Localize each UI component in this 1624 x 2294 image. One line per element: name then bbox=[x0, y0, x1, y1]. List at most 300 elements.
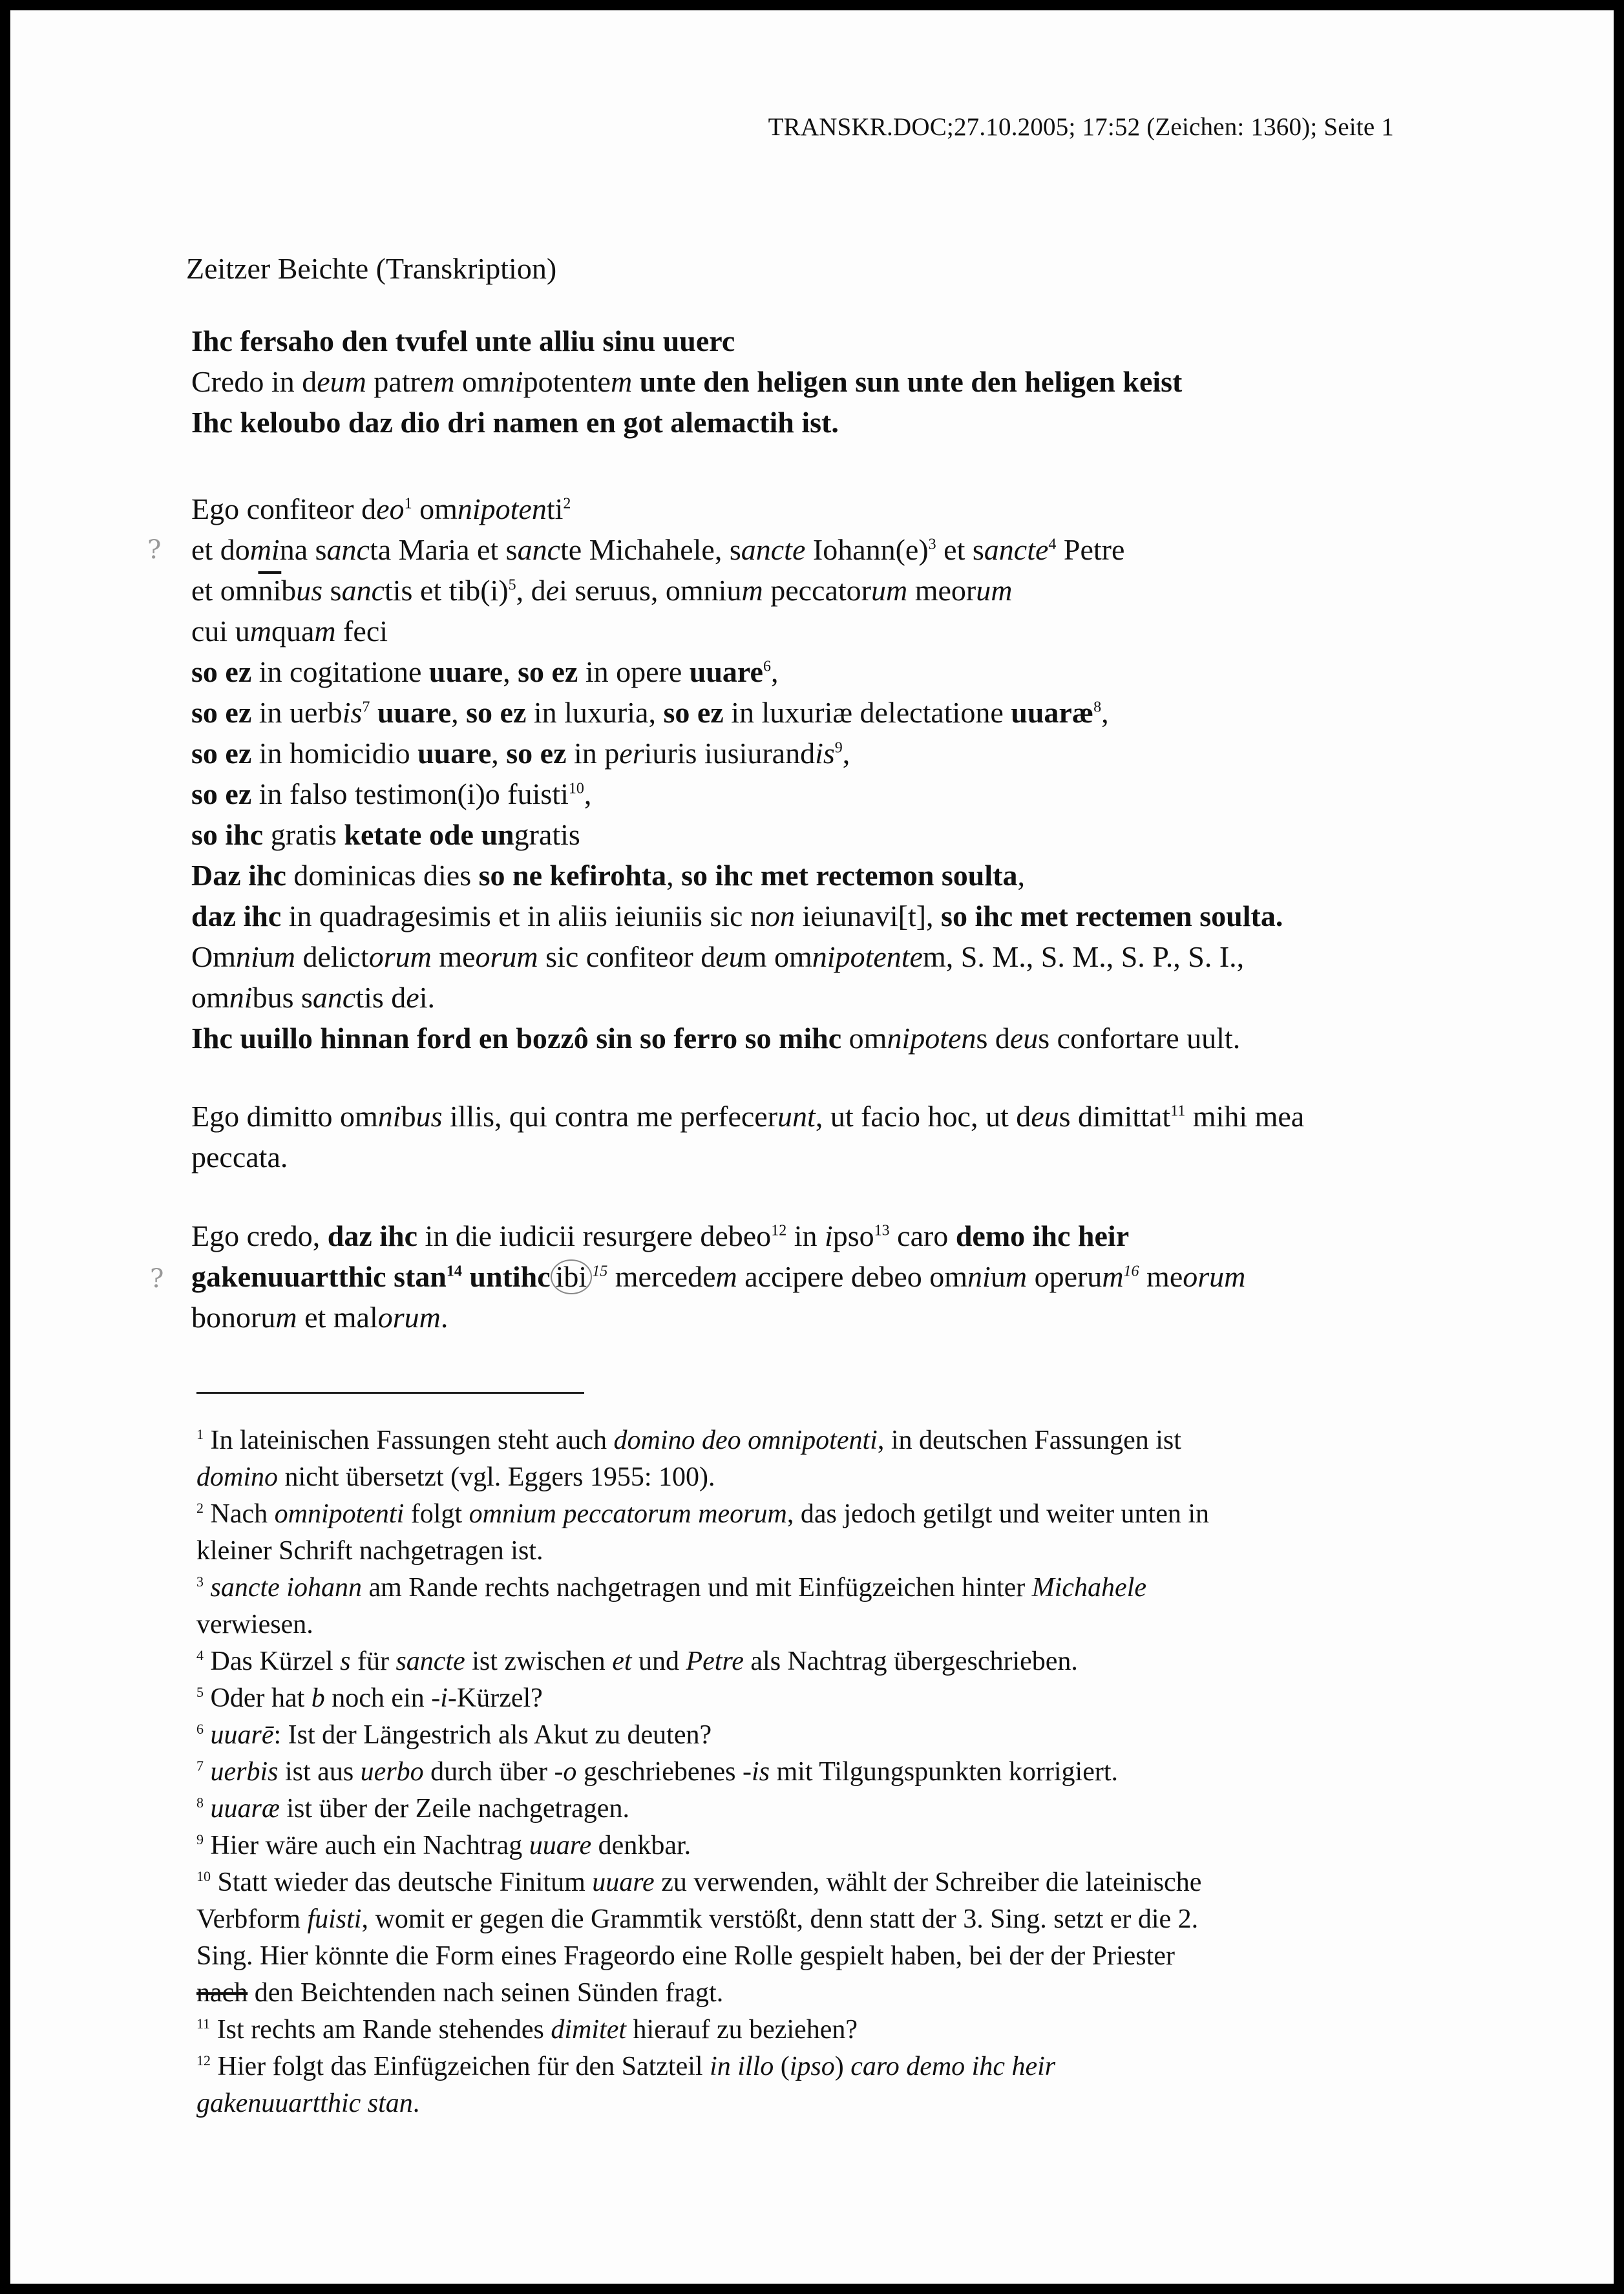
text-run: uuare bbox=[377, 696, 452, 729]
text-run: uuare bbox=[592, 1868, 655, 1897]
text-run: -o bbox=[554, 1757, 577, 1787]
text-line bbox=[191, 977, 1458, 1018]
text-run: Michahele bbox=[1031, 1573, 1146, 1603]
text-run: in luxuriæ delectatione bbox=[723, 696, 1011, 729]
text-run: so ne kefirohta bbox=[478, 859, 667, 892]
text-run: -i- bbox=[431, 1683, 457, 1713]
text-run: ibi bbox=[551, 1259, 593, 1294]
footnote-ref: 11 bbox=[1170, 1102, 1186, 1120]
text-run: tis et tib(i) bbox=[385, 574, 509, 607]
text-line bbox=[191, 361, 1458, 402]
text-run: uuare bbox=[529, 1831, 592, 1860]
text-run bbox=[204, 1794, 211, 1824]
text-run: om bbox=[454, 365, 500, 398]
text-run: me bbox=[1139, 1260, 1183, 1293]
text-run: so ihc met rectemen soulta. bbox=[941, 900, 1283, 932]
text-run: orum bbox=[475, 940, 538, 973]
text-run: is bbox=[815, 737, 835, 770]
text-run: Statt wieder das deutsche Finitum bbox=[211, 1868, 593, 1897]
text-run: so ez bbox=[663, 696, 724, 729]
footnote-ref: 3 bbox=[928, 536, 936, 553]
text-run: pso bbox=[832, 1219, 874, 1252]
footnote bbox=[196, 1717, 1424, 1754]
text-run: orum bbox=[1183, 1260, 1246, 1293]
text-run: is bbox=[342, 696, 363, 729]
footnote-line bbox=[196, 1754, 1424, 1791]
footnote bbox=[196, 1570, 1424, 1643]
text-run: qua bbox=[271, 615, 315, 647]
text-run: , das jedoch getilgt und weiter unten in bbox=[786, 1499, 1210, 1529]
text-run: in die iudicii resurgere debeo bbox=[417, 1219, 772, 1252]
text-run: ni bbox=[812, 940, 836, 973]
resurrection-paragraph bbox=[191, 1215, 1458, 1338]
text-run: m bbox=[249, 615, 271, 647]
footnote-ref: 4 bbox=[196, 1647, 204, 1663]
text-run: bus s bbox=[252, 981, 313, 1014]
text-run: Ihc uuillo hinnan ford en bozzô sin so ferro so mihc bbox=[191, 1022, 842, 1055]
text-run: Ego confiteor d bbox=[191, 492, 377, 525]
footnote-line bbox=[196, 1975, 1424, 2012]
footnote bbox=[196, 1754, 1424, 1791]
document-title: Zeitzer Beichte (Transkription) bbox=[186, 252, 557, 285]
text-run: . bbox=[440, 1301, 448, 1334]
text-run: sancte iohann bbox=[210, 1573, 362, 1603]
footnote-ref: 9 bbox=[196, 1831, 204, 1847]
text-run: operu bbox=[1027, 1260, 1102, 1293]
text-run: e bbox=[406, 981, 419, 1014]
text-run: Hier wäre auch ein Nachtrag bbox=[204, 1831, 529, 1860]
text-run: m bbox=[314, 615, 336, 647]
footnote-ref: 4 bbox=[1048, 536, 1057, 553]
text-run: ketate ode un bbox=[344, 818, 514, 851]
text-run: unte den heligen sun unte den heligen keist bbox=[639, 365, 1183, 398]
text-run: m, S. M., S. M., S. P., S. I., bbox=[922, 940, 1245, 973]
text-run: in p bbox=[566, 737, 620, 770]
text-line bbox=[191, 814, 1458, 855]
text-run: -is bbox=[743, 1757, 770, 1787]
text-run: . bbox=[412, 2089, 420, 2118]
text-run: b bbox=[281, 574, 297, 607]
text-run: e bbox=[545, 574, 560, 607]
text-run: Ego dimitto om bbox=[191, 1100, 378, 1133]
text-run: Hier folgt das Einfügzeichen für den Satzteil bbox=[211, 2052, 710, 2081]
text-run bbox=[204, 1757, 211, 1787]
text-run: : Ist der Längestrich als Akut zu deuten? bbox=[273, 1720, 712, 1750]
text-run: nach bbox=[196, 1978, 248, 2008]
footnote bbox=[196, 1643, 1424, 1680]
text-run: Sing. Hier könnte die Form eines Frageordo eine Rolle gespielt haben, bei der der Priester bbox=[196, 1941, 1175, 1971]
text-run: In lateinischen Fassungen steht auch bbox=[204, 1426, 614, 1455]
text-line bbox=[191, 651, 1458, 692]
text-run: Oder hat bbox=[204, 1683, 311, 1713]
text-run: m bbox=[1005, 1260, 1028, 1293]
text-run: so ez bbox=[466, 696, 527, 729]
text-run: in illo bbox=[710, 2052, 774, 2081]
text-run: om bbox=[191, 981, 229, 1014]
text-run: s d bbox=[976, 1022, 1010, 1055]
text-run: ieiunavi[t], bbox=[794, 900, 942, 932]
text-run: potente bbox=[523, 365, 611, 398]
text-run: , bbox=[451, 696, 467, 729]
text-run: zu verwenden, wählt der Schreiber die lateinische bbox=[654, 1868, 1202, 1897]
text-run: s bbox=[340, 1647, 351, 1676]
text-run: ist zwischen bbox=[465, 1647, 613, 1676]
text-run: na s bbox=[279, 533, 327, 566]
footnote-line bbox=[196, 1791, 1424, 1827]
text-run: so ez bbox=[518, 655, 578, 688]
footnote-ref: 2 bbox=[563, 495, 571, 512]
text-run: ni bbox=[457, 492, 481, 525]
text-run: ancte bbox=[984, 533, 1049, 566]
text-run: m bbox=[273, 940, 296, 973]
footnote-ref: 10 bbox=[568, 780, 584, 797]
text-run: et s bbox=[936, 533, 984, 566]
footnote bbox=[196, 2048, 1424, 2122]
text-run: meor bbox=[907, 574, 976, 607]
text-run: eo bbox=[376, 492, 405, 525]
text-run: , in deutschen Fassungen ist bbox=[877, 1426, 1181, 1455]
text-line bbox=[191, 1018, 1458, 1058]
text-run: ni bbox=[887, 1022, 911, 1055]
text-run: anc bbox=[517, 533, 561, 566]
footnote-divider bbox=[196, 1392, 584, 1394]
text-run: ni bbox=[967, 1260, 991, 1293]
text-line bbox=[191, 611, 1458, 651]
text-run: in falso testimon(i)o fuisti bbox=[251, 777, 569, 810]
text-run: ti bbox=[546, 492, 564, 525]
text-run: ist über der Zeile nachgetragen. bbox=[279, 1794, 629, 1824]
document-page bbox=[10, 10, 1614, 2284]
footnote-ref: 9 bbox=[834, 739, 843, 757]
text-run: geschriebenes bbox=[576, 1757, 743, 1787]
text-run: us bbox=[296, 574, 323, 607]
text-run: , womit er gegen die Grammtik verstößt, denn statt der 3. Sing. setzt er die 2. bbox=[361, 1904, 1199, 1934]
text-run: in opere bbox=[578, 655, 690, 688]
text-run: , d bbox=[516, 574, 546, 607]
text-run: fuisti bbox=[307, 1904, 362, 1934]
text-line bbox=[191, 529, 1458, 570]
text-line bbox=[191, 855, 1458, 896]
text-line bbox=[191, 570, 1458, 611]
text-run: Ego credo, bbox=[191, 1219, 328, 1252]
text-line bbox=[191, 1297, 1458, 1338]
footnote bbox=[196, 2012, 1424, 2048]
footnote-line bbox=[196, 1717, 1424, 1754]
text-run: Ihc fersaho den tvufel unte alliu sinu uuerc bbox=[191, 324, 735, 357]
text-run: bonoru bbox=[191, 1301, 276, 1334]
text-run: mi bbox=[249, 533, 280, 566]
text-run: omnipotenti bbox=[274, 1499, 405, 1529]
text-run: iuris iusiurand bbox=[644, 737, 816, 770]
footnote-ref: 5 bbox=[196, 1684, 204, 1700]
footnote-ref: 5 bbox=[508, 576, 516, 594]
text-run: so ez bbox=[191, 737, 252, 770]
footnote-line bbox=[196, 1827, 1424, 1864]
footnote-ref: 12 bbox=[196, 2052, 211, 2068]
text-run: in luxuria, bbox=[526, 696, 664, 729]
footnote-ref: 6 bbox=[763, 658, 771, 675]
text-run: Kürzel? bbox=[456, 1683, 543, 1713]
footnote-ref: 10 bbox=[196, 1868, 211, 1884]
text-run: so ez bbox=[506, 737, 567, 770]
text-run: ni bbox=[500, 365, 523, 398]
text-run: et mal bbox=[297, 1301, 378, 1334]
text-run: Ist rechts am Rande stehendes bbox=[210, 2015, 551, 2045]
footnote-line bbox=[196, 1643, 1424, 1680]
text-run: um bbox=[870, 574, 908, 607]
footnote-ref: 13 bbox=[874, 1222, 890, 1239]
text-run: s confortare uult. bbox=[1038, 1022, 1241, 1055]
text-run: poten bbox=[480, 492, 547, 525]
text-run: me bbox=[431, 940, 476, 973]
text-line bbox=[191, 1137, 1458, 1177]
footnote-line bbox=[196, 1864, 1424, 1901]
text-run: m bbox=[433, 365, 455, 398]
text-run: , bbox=[1017, 859, 1025, 892]
text-run: eu bbox=[715, 940, 744, 973]
footnote-ref: 2 bbox=[196, 1500, 204, 1516]
text-run: ta Maria et s bbox=[369, 533, 518, 566]
footnote-line bbox=[196, 1496, 1424, 1533]
footnote-ref: 14 bbox=[446, 1263, 462, 1280]
text-run: ist aus bbox=[278, 1757, 361, 1787]
footnote-ref: 15 bbox=[592, 1263, 608, 1280]
text-run: uuaræ bbox=[210, 1794, 280, 1824]
text-run: b bbox=[401, 1100, 416, 1133]
footnote-ref: 1 bbox=[404, 495, 412, 512]
text-run: s bbox=[322, 574, 342, 607]
text-run: in homicidio bbox=[251, 737, 418, 770]
text-run: uuare bbox=[428, 655, 503, 688]
text-run: nicht übersetzt (vgl. Eggers 1955: 100). bbox=[278, 1462, 715, 1492]
text-run: anc bbox=[341, 574, 385, 607]
footnote-ref: 8 bbox=[1093, 699, 1102, 716]
text-run: , ut facio hoc, ut d bbox=[815, 1100, 1031, 1133]
confession-paragraph bbox=[191, 489, 1458, 1058]
text-run: noch ein bbox=[324, 1683, 432, 1713]
text-run: uerbo bbox=[360, 1757, 424, 1787]
text-run: m bbox=[1102, 1260, 1124, 1293]
text-run: denkbar. bbox=[591, 1831, 691, 1860]
footnote-line bbox=[196, 1606, 1424, 1643]
text-run: daz ihc bbox=[191, 900, 282, 932]
text-run: et om bbox=[191, 574, 258, 607]
text-run: Petre bbox=[1056, 533, 1125, 566]
text-line bbox=[191, 733, 1458, 773]
footnote bbox=[196, 1791, 1424, 1827]
footnotes bbox=[196, 1422, 1424, 2122]
text-run: in cogitatione bbox=[251, 655, 429, 688]
footnote-line bbox=[196, 1938, 1424, 1975]
text-run: patre bbox=[366, 365, 434, 398]
text-run: Verbform bbox=[196, 1904, 308, 1934]
text-run: für bbox=[350, 1647, 396, 1676]
footnote-ref: 3 bbox=[196, 1573, 204, 1590]
text-run: m bbox=[741, 574, 763, 607]
footnote-ref: 16 bbox=[1123, 1263, 1139, 1280]
footnote-ref: 6 bbox=[196, 1721, 204, 1737]
text-run: on bbox=[765, 900, 795, 932]
text-run: b bbox=[311, 1683, 325, 1713]
text-run: $\overline{ni}$ bbox=[258, 574, 282, 607]
text-run: delict bbox=[295, 940, 369, 973]
text-run: ni bbox=[377, 1100, 401, 1133]
text-run: Iohann(e) bbox=[805, 533, 929, 566]
footnote-line bbox=[196, 2012, 1424, 2048]
text-run: te Michahele, s bbox=[560, 533, 741, 566]
text-run: uuaræ bbox=[1011, 696, 1094, 729]
text-run: so ez bbox=[191, 777, 252, 810]
text-run: orum bbox=[368, 940, 432, 973]
text-run: verwiesen. bbox=[196, 1610, 313, 1639]
text-line bbox=[191, 489, 1458, 529]
text-run: Petre bbox=[686, 1647, 744, 1676]
footnote-line bbox=[196, 1533, 1424, 1570]
text-run: potente bbox=[835, 940, 923, 973]
text-run: ni bbox=[229, 981, 253, 1014]
text-run: om bbox=[841, 1022, 887, 1055]
text-run: i. bbox=[419, 981, 435, 1014]
text-line bbox=[191, 896, 1458, 936]
text-run: in quadragesimis et in aliis ieiuniis sic n bbox=[281, 900, 765, 932]
text-run: mercede bbox=[607, 1260, 716, 1293]
text-run: er bbox=[619, 737, 644, 770]
text-run: ipso bbox=[789, 2052, 835, 2081]
text-run: om bbox=[412, 492, 458, 525]
text-run: m om bbox=[743, 940, 812, 973]
footnote-ref: 8 bbox=[196, 1794, 204, 1811]
text-run: dominicas dies bbox=[286, 859, 479, 892]
text-run: ( bbox=[774, 2052, 790, 2081]
text-run: ) bbox=[834, 2052, 851, 2081]
text-run: so ihc met rectemon soulta bbox=[681, 859, 1018, 892]
text-run: den Beichtenden nach seinen Sünden fragt. bbox=[248, 1978, 724, 2008]
footnote-line bbox=[196, 2048, 1424, 2085]
text-run: us bbox=[416, 1100, 443, 1133]
text-run bbox=[370, 696, 377, 729]
text-run: u bbox=[258, 940, 274, 973]
text-run: ni bbox=[236, 940, 259, 973]
text-run: , bbox=[584, 777, 592, 810]
footnote bbox=[196, 1680, 1424, 1717]
text-run: orum bbox=[377, 1301, 441, 1334]
text-run: Om bbox=[191, 940, 236, 973]
text-run: Das Kürzel bbox=[204, 1647, 341, 1676]
footnote-line bbox=[196, 1422, 1424, 1459]
footnote-line bbox=[196, 1459, 1424, 1496]
text-line bbox=[191, 773, 1458, 814]
text-run: in bbox=[786, 1219, 825, 1252]
text-line bbox=[191, 692, 1458, 733]
footnote-ref: 11 bbox=[196, 2015, 211, 2032]
text-run: in uerb bbox=[251, 696, 343, 729]
text-run: Credo in d bbox=[191, 365, 317, 398]
text-line bbox=[191, 1215, 1458, 1256]
text-run bbox=[632, 365, 640, 398]
text-run: dimitet bbox=[551, 2015, 627, 2045]
text-run: uuarē bbox=[210, 1720, 274, 1750]
margin-question-mark: ? bbox=[147, 535, 162, 565]
text-run: am Rande rechts nachgetragen und mit Einfügzeichen hinter bbox=[361, 1573, 1032, 1603]
text-run: , bbox=[491, 737, 507, 770]
text-run: cui u bbox=[191, 615, 250, 647]
footnote-ref: 7 bbox=[362, 699, 370, 716]
text-run: als Nachtrag übergeschrieben. bbox=[743, 1647, 1078, 1676]
text-run: sancte bbox=[395, 1647, 465, 1676]
text-run: uuare bbox=[689, 655, 763, 688]
text-run: poten bbox=[910, 1022, 976, 1055]
text-run: tis d bbox=[355, 981, 406, 1014]
text-run: durch über bbox=[423, 1757, 554, 1787]
text-run: uuare bbox=[417, 737, 492, 770]
text-run: et do bbox=[191, 533, 250, 566]
text-run: peccata. bbox=[191, 1141, 288, 1173]
text-run: eum bbox=[317, 365, 366, 398]
text-run: u bbox=[990, 1260, 1006, 1293]
footnote-line bbox=[196, 1570, 1424, 1606]
text-run: peccator bbox=[763, 574, 871, 607]
text-run: mit Tilgungspunkten korrigiert. bbox=[770, 1757, 1119, 1787]
footnote bbox=[196, 1496, 1424, 1570]
margin-question-mark: ? bbox=[150, 1264, 164, 1294]
text-run: untihc bbox=[461, 1260, 551, 1293]
text-run bbox=[204, 1573, 211, 1603]
text-run: caro demo ihc heir bbox=[850, 2052, 1056, 2081]
text-run: sic confiteor d bbox=[538, 940, 716, 973]
text-run: , bbox=[842, 737, 850, 770]
text-run: caro bbox=[889, 1219, 956, 1252]
text-run: illis, qui contra me perfecer bbox=[442, 1100, 778, 1133]
footnote-line bbox=[196, 1680, 1424, 1717]
forgiveness-paragraph bbox=[191, 1096, 1458, 1177]
text-run: domino deo omnipotenti bbox=[613, 1426, 878, 1455]
footnote bbox=[196, 1864, 1424, 2012]
text-run: i seruus, omniu bbox=[559, 574, 742, 607]
footnote-ref: 7 bbox=[196, 1758, 204, 1774]
text-run: um bbox=[976, 574, 1013, 607]
text-run: gratis bbox=[263, 818, 344, 851]
text-line bbox=[191, 321, 1458, 361]
text-run: anc bbox=[312, 981, 356, 1014]
footnote-line bbox=[196, 2085, 1424, 2122]
text-run: demo ihc heir bbox=[955, 1219, 1130, 1252]
footnote-line bbox=[196, 1901, 1424, 1938]
text-run: uerbis bbox=[210, 1757, 279, 1787]
footnote-ref: 12 bbox=[771, 1222, 787, 1239]
text-run: i bbox=[824, 1219, 833, 1252]
text-run: und bbox=[631, 1647, 686, 1676]
text-run bbox=[204, 1720, 211, 1750]
text-run: mihi mea bbox=[1185, 1100, 1305, 1133]
text-run: folgt bbox=[404, 1499, 469, 1529]
text-run: , bbox=[503, 655, 518, 688]
page-header: TRANSKR.DOC;27.10.2005; 17:52 (Zeichen: 1360); Seite 1 bbox=[768, 113, 1394, 141]
text-run: s dimittat bbox=[1059, 1100, 1171, 1133]
text-run: so ez bbox=[191, 696, 252, 729]
text-run: m bbox=[275, 1301, 297, 1334]
text-run: omnium peccatorum meorum bbox=[469, 1499, 787, 1529]
text-run: Nach bbox=[204, 1499, 275, 1529]
text-run: m bbox=[715, 1260, 737, 1293]
footnote-ref: 1 bbox=[196, 1426, 204, 1442]
text-run: anc bbox=[326, 533, 370, 566]
text-run: , bbox=[666, 859, 682, 892]
text-run: Daz ihc bbox=[191, 859, 286, 892]
text-run: gratis bbox=[514, 818, 580, 851]
text-run: ancte bbox=[741, 533, 806, 566]
text-run: hierauf zu beziehen? bbox=[626, 2015, 858, 2045]
text-run: , bbox=[770, 655, 779, 688]
